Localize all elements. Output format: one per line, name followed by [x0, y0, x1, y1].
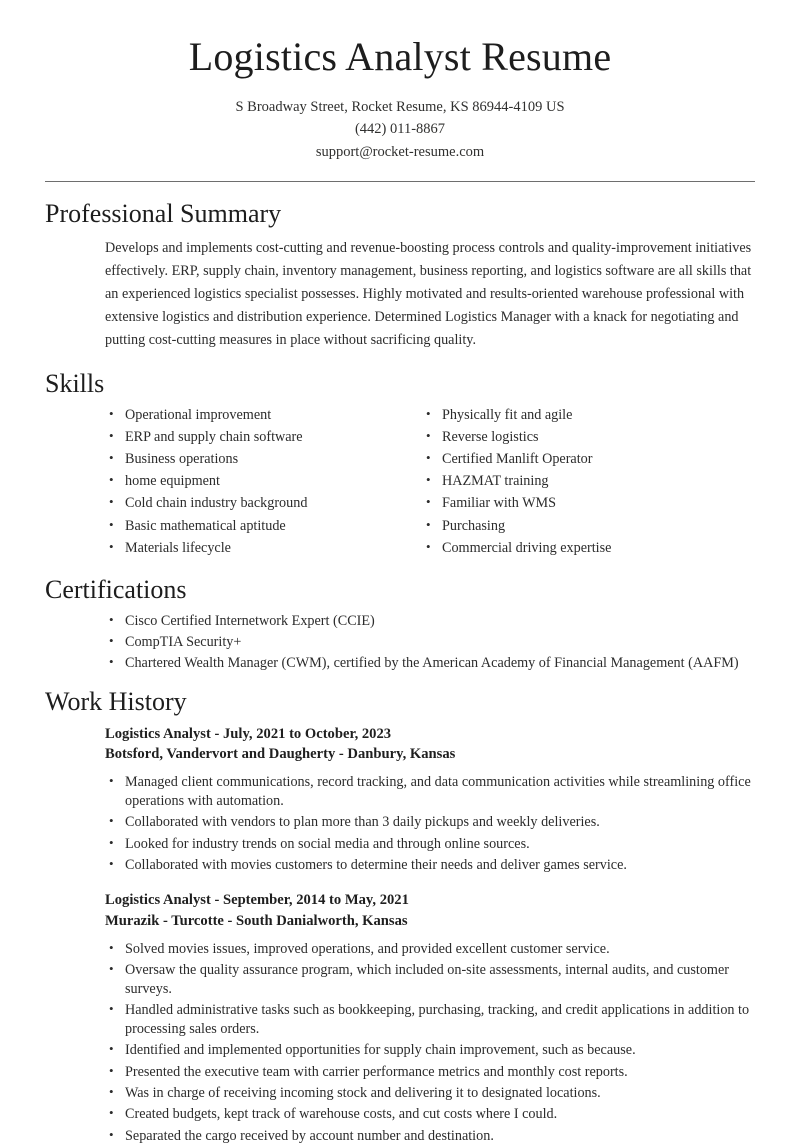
list-item: • Oversaw the quality assurance program, which included on-site assessments, internal audits, and customer surveys. — [105, 961, 755, 998]
list-item: • Materials lifecycle — [105, 539, 400, 557]
section-heading-certifications: Certifications — [45, 574, 187, 604]
job-title-line: Logistics Analyst - September, 2014 to May, 2021 — [105, 892, 409, 909]
list-item: • Managed client communications, record tracking, and data communication activities while streamlining office operations with automation. — [105, 773, 755, 810]
list-item: • CompTIA Security+ — [105, 633, 755, 651]
job-bullets — [105, 940, 755, 1145]
list-item: • Familiar with WMS — [422, 494, 755, 512]
section-heading-work-history: Work History — [45, 686, 187, 716]
section-certifications — [0, 574, 800, 673]
section-work-history — [0, 686, 800, 1145]
section-heading-summary: Professional Summary — [45, 199, 282, 229]
list-item: • Was in charge of receiving incoming stock and delivering it to designated locations. — [105, 1084, 755, 1102]
list-item: • Separated the cargo received by account number and destination. — [105, 1127, 755, 1145]
list-item: • Collaborated with movies customers to determine their needs and deliver games service. — [105, 856, 755, 874]
list-item: • Identified and implemented opportunities for supply chain improvement, such as because. — [105, 1041, 755, 1059]
list-item: • Business operations — [105, 450, 400, 468]
list-item: • Cold chain industry background — [105, 494, 400, 512]
contact-phone: (442) 011-8867 — [354, 121, 446, 138]
page-title: Logistics Analyst Resume — [188, 34, 612, 79]
list-item: • Looked for industry trends on social media and through online sources. — [105, 835, 755, 853]
skills-list-left — [105, 406, 400, 557]
job-title-line: Logistics Analyst - July, 2021 to October, 2023 — [105, 725, 392, 742]
section-heading-skills: Skills — [45, 368, 105, 398]
job-company-line: Botsford, Vandervort and Daugherty - Danbury, Kansas — [105, 746, 456, 763]
list-item: • Collaborated with vendors to plan more than 3 daily pickups and weekly deliveries. — [105, 813, 755, 831]
list-item: • Certified Manlift Operator — [422, 450, 755, 468]
list-item: • Commercial driving expertise — [422, 539, 755, 557]
list-item: • Presented the executive team with carrier performance metrics and monthly cost reports. — [105, 1063, 755, 1081]
list-item: • ERP and supply chain software — [105, 428, 400, 446]
list-item: • Created budgets, kept track of warehouse costs, and cut costs where I could. — [105, 1105, 755, 1123]
list-item: • Operational improvement — [105, 406, 400, 424]
work-history-entry — [105, 890, 755, 1145]
resume-header — [0, 0, 800, 163]
section-professional-summary — [0, 198, 800, 351]
skills-column-left — [45, 406, 400, 561]
list-item: • Solved movies issues, improved operations, and provided excellent customer service. — [105, 940, 755, 958]
list-item: • HAZMAT training — [422, 472, 755, 490]
skills-column-right — [400, 406, 755, 561]
certifications-list — [105, 612, 755, 672]
summary-text: Develops and implements cost-cutting and revenue-boosting process controls and quality-improvement initiatives effectively. ERP, supply chain, inventory management, business reporting, and logistics software are all skills that an experienced logistics specialist possesses. Highly motivated and results-oriented warehouse professional with extensive logistics and distribution experience. Determined Logistics Manager with a knack for negotiating and putting cost-cutting measures in place without sacrificing quality. — [105, 239, 752, 348]
list-item: • Cisco Certified Internetwork Expert (CCIE) — [105, 612, 755, 630]
list-item: • Handled administrative tasks such as bookkeeping, purchasing, tracking, and credit applications in addition to processing sales orders. — [105, 1001, 755, 1038]
job-bullets — [105, 773, 755, 874]
contact-email: support@rocket-resume.com — [315, 143, 485, 160]
work-history-entry — [105, 724, 755, 875]
list-item: • Basic mathematical aptitude — [105, 517, 400, 535]
list-item: • Chartered Wealth Manager (CWM), certified by the American Academy of Financial Management (AAFM) — [105, 654, 755, 672]
list-item: • home equipment — [105, 472, 400, 490]
list-item: • Reverse logistics — [422, 428, 755, 446]
section-skills — [0, 368, 800, 561]
contact-address: S Broadway Street, Rocket Resume, KS 86944-4109 US — [235, 99, 565, 115]
job-company-line: Murazik - Turcotte - South Danialworth, Kansas — [105, 913, 408, 930]
skills-list-right — [422, 406, 755, 557]
skills-columns — [45, 406, 755, 561]
list-item: • Purchasing — [422, 517, 755, 535]
header-divider — [45, 181, 755, 182]
list-item: • Physically fit and agile — [422, 406, 755, 424]
